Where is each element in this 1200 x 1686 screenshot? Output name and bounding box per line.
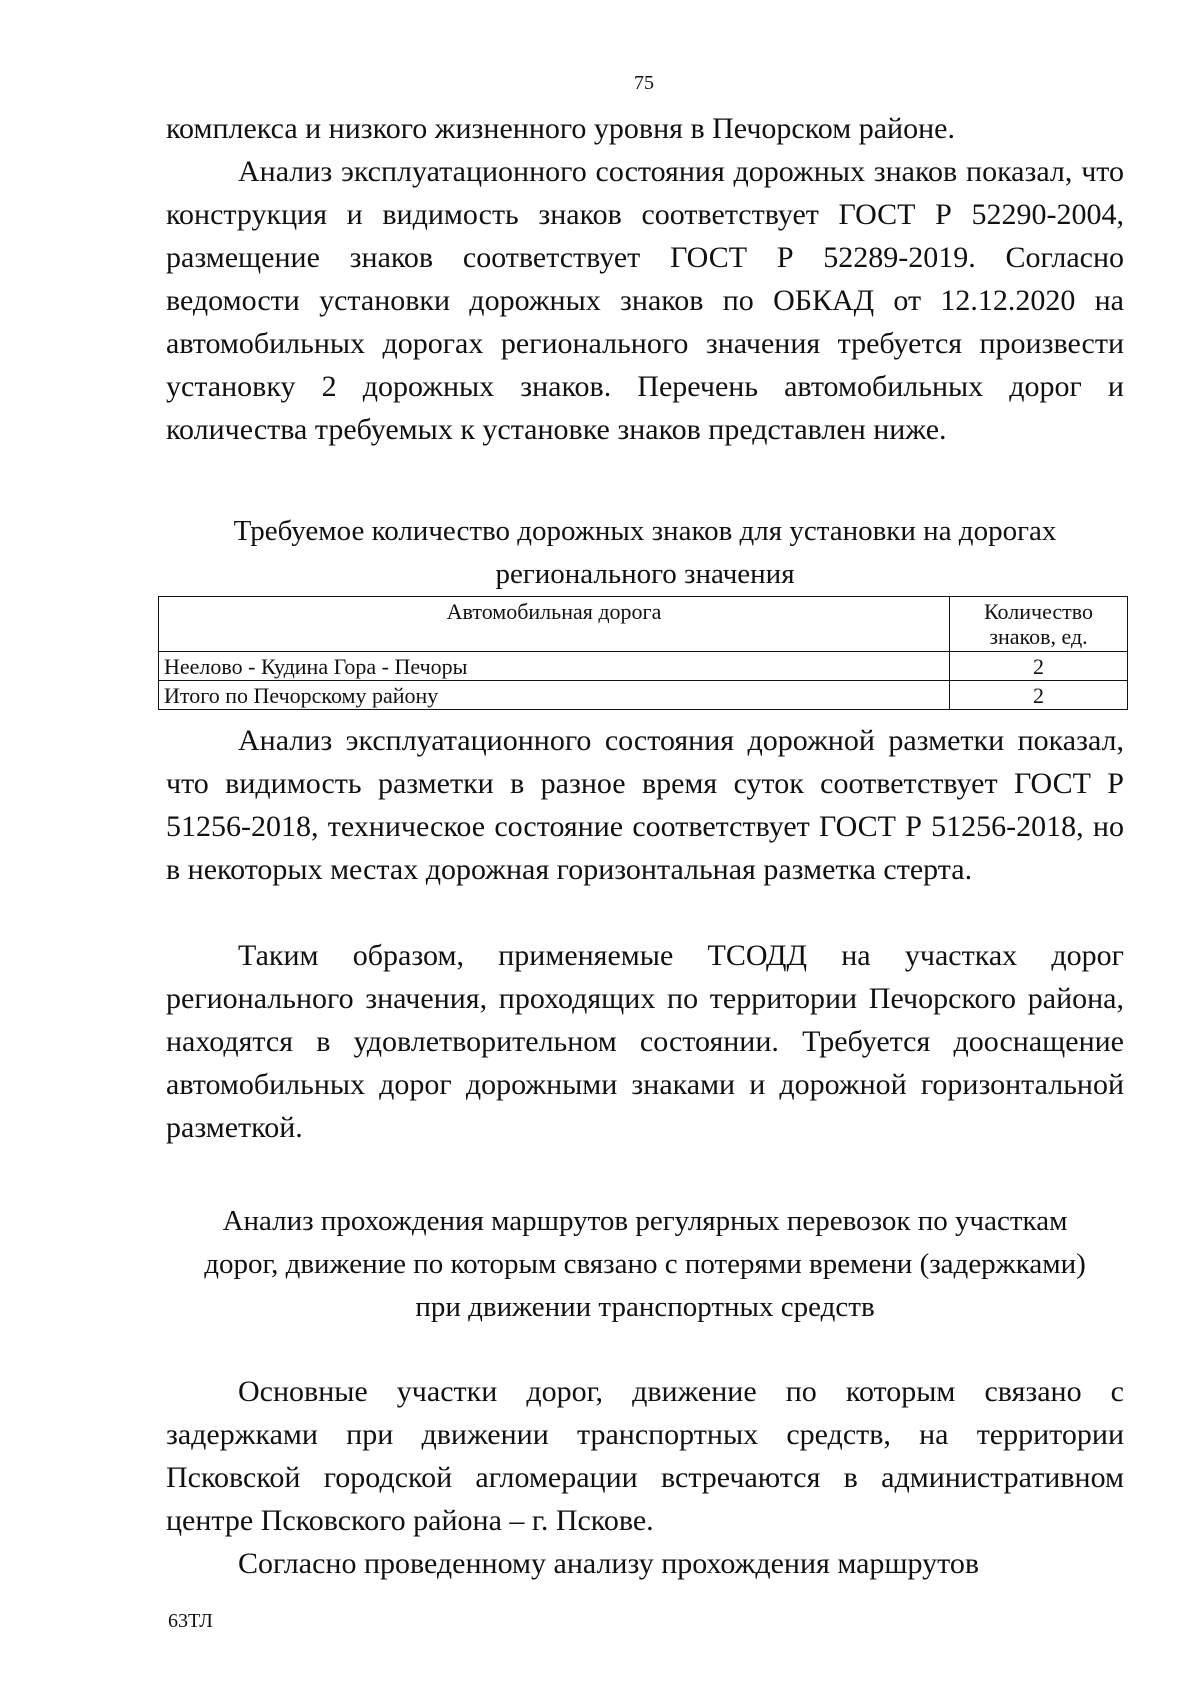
header-sign-count: Количество знаков, ед.: [950, 597, 1128, 652]
paragraph-conclusion: Таким образом, применяемые ТСОДД на участках дорог регионального значения, проходящих по территории Печорского района, находятся в удовлетворительном состоянии. Требуется дооснащение автомобильных дорог дорожными знаками и дорожной горизонтальной разметкой.: [166, 939, 1124, 1144]
cell-count: 2: [950, 681, 1128, 710]
cell-count: 2: [950, 652, 1128, 681]
road-signs-table: [158, 596, 1128, 710]
section-heading-line-3: при движении транспортных средств: [415, 1291, 875, 1323]
table-header-row: [159, 597, 1128, 652]
table-row-total: [159, 681, 1128, 710]
paragraph-road-signs-analysis: Анализ эксплуатационного состояния дорожных знаков показал, что конструкция и видимость знаков соответствует ГОСТ Р 52290-2004, размещение знаков соответствует ГОСТ Р 52289-2019. Согласно ведомости установки дорожных знаков по ОБКАД от 12.12.2020 на автомобильных дорогах регионального значения требуется произвести установку 2 дорожных знаков. Перечень автомобильных дорог и количества требуемых к установке знаков представлен ниже.: [166, 155, 1124, 446]
cell-road: Неелово - Кудина Гора - Печоры: [159, 652, 950, 681]
cell-road: Итого по Печорскому району: [159, 681, 950, 710]
table-row: [159, 652, 1128, 681]
table-title-line-2: регионального значения: [495, 558, 795, 590]
table-title-line-1: Требуемое количество дорожных знаков для установки на дорогах: [233, 515, 1057, 547]
paragraph-marking-analysis: Анализ эксплуатационного состояния дорожной разметки показал, что видимость разметки в разное время суток соответствует ГОСТ Р 51256-2018, техническое состояние соответствует ГОСТ Р 51256-2018, но в некоторых местах дорожная горизонтальная разметка стерта.: [166, 724, 1124, 886]
paragraph-continuation: комплекса и низкого жизненного уровня в Печорском районе.: [166, 112, 955, 145]
footer-code: 63ТЛ: [168, 1610, 213, 1632]
header-road: Автомобильная дорога: [159, 597, 950, 652]
page-number: 75: [634, 72, 654, 94]
section-heading-line-2: дорог, движение по которым связано с потерями времени (задержками): [204, 1248, 1086, 1280]
paragraph-route-analysis: Согласно проведенному анализу прохождения маршрутов: [238, 1547, 980, 1580]
paragraph-delay-sections: Основные участки дорог, движение по которым связано с задержками при движении транспортных средств, на территории Псковской городской агломерации встречаются в административном центре Псковского района – г. Пскове.: [166, 1375, 1124, 1537]
section-heading-line-1: Анализ прохождения маршрутов регулярных перевозок по участкам: [222, 1205, 1068, 1237]
